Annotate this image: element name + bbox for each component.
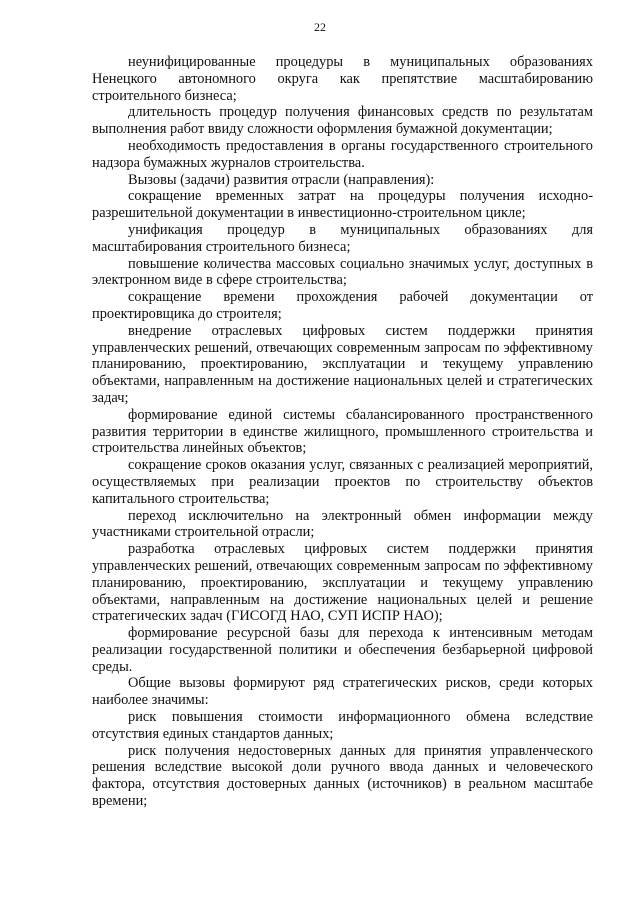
- paragraph: переход исключительно на электронный обмен информации между участниками строительной отрасли;: [92, 507, 593, 541]
- paragraph: формирование единой системы сбалансированного пространственного развития территории в единстве жилищного, промышленного строительства и строительства линейных объектов;: [92, 406, 593, 457]
- paragraph: разработка отраслевых цифровых систем поддержки принятия управленческих решений, отвечающих современным запросам по эффективному планированию, проектированию, эксплуатации и текущему управлению объектами, направленным на достижение национальных целей и решение стратегических задач (ГИСОГД НАО, СУП ИСПР НАО);: [92, 541, 593, 625]
- paragraph: сокращение сроков оказания услуг, связанных с реализацией мероприятий, осуществляемых при реализации проектов по строительству объектов капитального строительства;: [92, 457, 593, 507]
- paragraph: необходимость предоставления в органы государственного строительного надзора бумажных журналов строительства.: [92, 137, 593, 171]
- page-number: 22: [314, 20, 326, 34]
- paragraph: риск повышения стоимости информационного обмена вследствие отсутствия единых стандартов данных;: [92, 709, 593, 742]
- paragraph: Вызовы (задачи) развития отрасли (направления):: [128, 171, 435, 188]
- paragraph: неунифицированные процедуры в муниципальных образованиях Ненецкого автономного округа как препятствие масштабированию строительного бизнеса;: [92, 54, 593, 104]
- paragraph: сокращение времени прохождения рабочей документации от проектировщика до строителя;: [92, 289, 593, 322]
- paragraph: унификация процедур в муниципальных образованиях для масштабирования строительного бизнеса;: [92, 221, 593, 255]
- paragraph: повышение количества массовых социально значимых услуг, доступных в электронном виде в сфере строительства;: [92, 255, 593, 289]
- paragraph: формирование ресурсной базы для перехода к интенсивным методам реализации государственной политики и обеспечения безбарьерной цифровой среды.: [92, 625, 593, 675]
- paragraph: Общие вызовы формируют ряд стратегических рисков, среди которых наиболее значимы:: [92, 675, 593, 709]
- paragraph: сокращение временных затрат на процедуры получения исходно-разрешительной документации в инвестиционно-строительном цикле;: [92, 188, 593, 222]
- body-text: [92, 54, 593, 810]
- paragraph: внедрение отраслевых цифровых систем поддержки принятия управленческих решений, отвечающих современным запросам по эффективному планированию, проектированию, эксплуатации и текущему управлению объектами, направленным на достижение национальных целей и стратегических задач;: [92, 322, 593, 406]
- paragraph: риск получения недостоверных данных для принятия управленческого решения вследствие высокой доли ручного ввода данных и человеческого фактора, отсутствия достоверных данных (источников) в реальном масштабе времени;: [92, 742, 593, 810]
- paragraph: длительность процедур получения финансовых средств по результатам выполнения работ ввиду сложности оформления бумажной документации;: [92, 104, 593, 138]
